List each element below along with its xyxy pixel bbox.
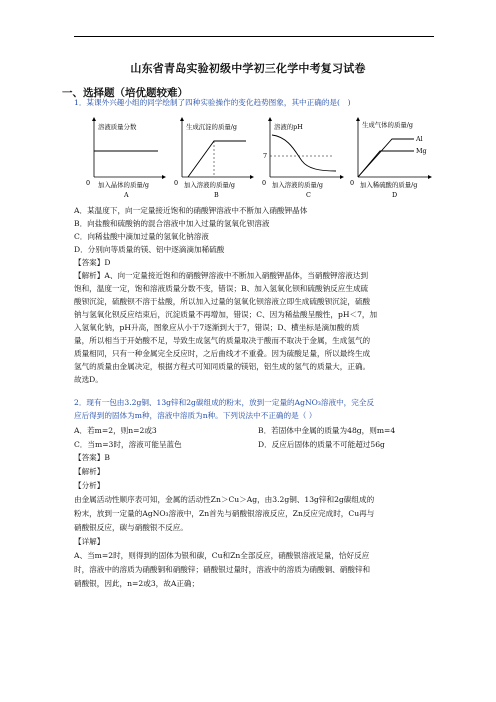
chart-a-xlabel: 加入晶体的质量/g [98,181,149,189]
q1-analysis-line: 【解析】A、向一定量接近饱和的硝酸钾溶液中不断加入硝酸钾晶体，当硝酸钾溶液达到 [74,271,369,280]
header-rule [74,36,434,37]
q2-fenxi-line: 硝酸银反应，碳与硝酸银不反应。 [74,523,188,532]
chart-b-line [188,141,246,177]
chart-c-xlabel: 加入溶液的质量/g [272,181,323,189]
chart-a [86,119,164,199]
q2-xiangjie-line: A、当m=2时，则得到的固体为银和碳，Cu和Zn全部反应，硝酸银溶液足量，恰好反应 [74,551,370,560]
q1-stem [74,98,351,108]
chart-c [262,119,342,199]
q2-stem-line2: 应后得到的固体为m种，溶液中溶质为n种。下列说法中不正确的是（ ） [74,411,317,420]
chart-b-letter: B [214,191,219,199]
q2-fenxi: 【分析】 [74,481,105,490]
q1-option-a: A．某温度下，向一定量接近饱和的硝酸钾溶液中不断加入硝酸钾晶体 [74,206,308,215]
q2-option-a: A．若m=2，则n=2或3 [74,426,157,435]
q2-xiangjie-line: 硝酸银，因此，n=2或3，故A正确； [74,579,200,588]
q1-stem-text: 1．某课外兴趣小组的同学绘制了四种实验操作的变化趋势图象，其中正确的是( ) [74,98,351,107]
chart-d-label-al: Al [416,135,423,143]
q1-option-c: C．向稀盐酸中滴加过量的氢氧化钠溶液 [74,232,209,241]
chart-d-xlabel: 加入稀硫酸的质量/g [360,181,418,189]
q2-fenxi-line: 由金属活动性顺序表可知，金属的活动性Zn＞Cu＞Ag，由3.2g铜、13g锌和2g碳组成的 [74,495,375,504]
section-heading: 一、选择题（培优题较难） [62,87,188,99]
q1-analysis-line: 饱和，温度一定，饱和溶液质量分数不变，错误；B、加入氢氧化钡和硫酸钠反应生成硫 [74,284,369,293]
chart-c-tick7: 7 [263,152,268,160]
q2-fenxi-line: 粉末，放到一定量的AgNO₃溶液中，Zn首先与硝酸银溶液反应，Zn反应完成时，Cu再与 [74,509,375,518]
q1-analysis-line: 酸钡沉淀，硫酸钡不溶于盐酸，所以加入过量的氢氧化钡溶液立即生成硫酸钡沉淀，硫酸 [74,297,371,306]
chart-a-letter: A [124,191,129,199]
q1-option-b: B．向盐酸和硫酸钠的混合溶液中加入过量的氢氧化钡溶液 [74,219,270,228]
q1-option-d: D．分别向等质量的镁、铝中逐滴滴加稀硫酸 [74,245,225,254]
q2-option-c: C．当m=3时，溶液可能呈蓝色 [74,440,182,449]
q2-xiangjie-line: 时，溶液中的溶质为硝酸铜和硝酸锌；硝酸银过量时，溶液中的溶质为硝酸铜、硝酸锌和 [74,565,371,574]
q2-xiangjie: 【详解】 [74,537,105,546]
chart-d-label-mg: Mg [416,147,427,155]
q2-answer: 【答案】B [74,453,110,462]
q1-charts [84,115,434,201]
chart-c-curve [272,135,336,171]
chart-b [174,119,252,199]
chart-d-letter: D [392,191,398,199]
chart-b-origin: 0 [174,179,179,187]
q2-jiexi: 【解析】 [74,467,105,476]
chart-c-letter: C [306,191,311,199]
chart-d-line-mg [358,151,414,177]
chart-b-ylabel: 生成沉淀的质量/g [186,123,237,131]
q1-analysis-line: 钠与氢氧化钡反应结束后，沉淀质量不再增加，错误；C、因为稀盐酸呈酸性，pH＜7，加 [74,310,378,319]
q1-analysis-line: 氢气的质量由金属决定，根据方程式可知同质量的镁铝，铝生成的氢气的质量大，正确。 [74,362,371,371]
chart-d-origin: 0 [350,179,355,187]
chart-b-xlabel: 加入溶液的质量/g [184,181,235,189]
chart-c-origin: 0 [262,179,267,187]
q1-analysis-line: 故选D。 [74,375,103,384]
q1-analysis-line: 入氢氧化钠，pH升高，图象应从小于7逐渐到大于7，错误；D、横坐标是滴加酸的质 [74,323,360,332]
q1-analysis-line: 量，所以相当于开始酸不足，导致生成氢气的质量取决于酸而不取决于金属，生成氢气的 [74,336,371,345]
page-title: 山东省青岛实验初级中学初三化学中考复习试卷 [130,62,366,75]
chart-d [350,119,430,199]
q2-option-d: D．反应后固体的质量不可能超过56g [258,440,385,449]
q2-stem-line1: 2．现有一包由3.2g铜、13g锌和2g碳组成的粉末，放到一定量的AgNO₃溶液中，完全反 [74,398,375,407]
chart-d-ylabel: 生成气体的质量/g [362,121,413,129]
q1-answer: 【答案】D [74,258,111,267]
chart-d-line-al [358,139,414,177]
chart-a-origin: 0 [86,179,91,187]
chart-a-ylabel: 溶液质量分数 [98,123,137,131]
chart-c-ylabel: 溶液的pH [274,123,303,131]
q2-option-b: B．若固体中金属的质量为48g，则m=4 [258,426,396,435]
q1-analysis-line: 质量相同，只有一种金属完全反应时，之后曲线才不重叠。因为硫酸足量，所以最终生成 [74,349,371,358]
